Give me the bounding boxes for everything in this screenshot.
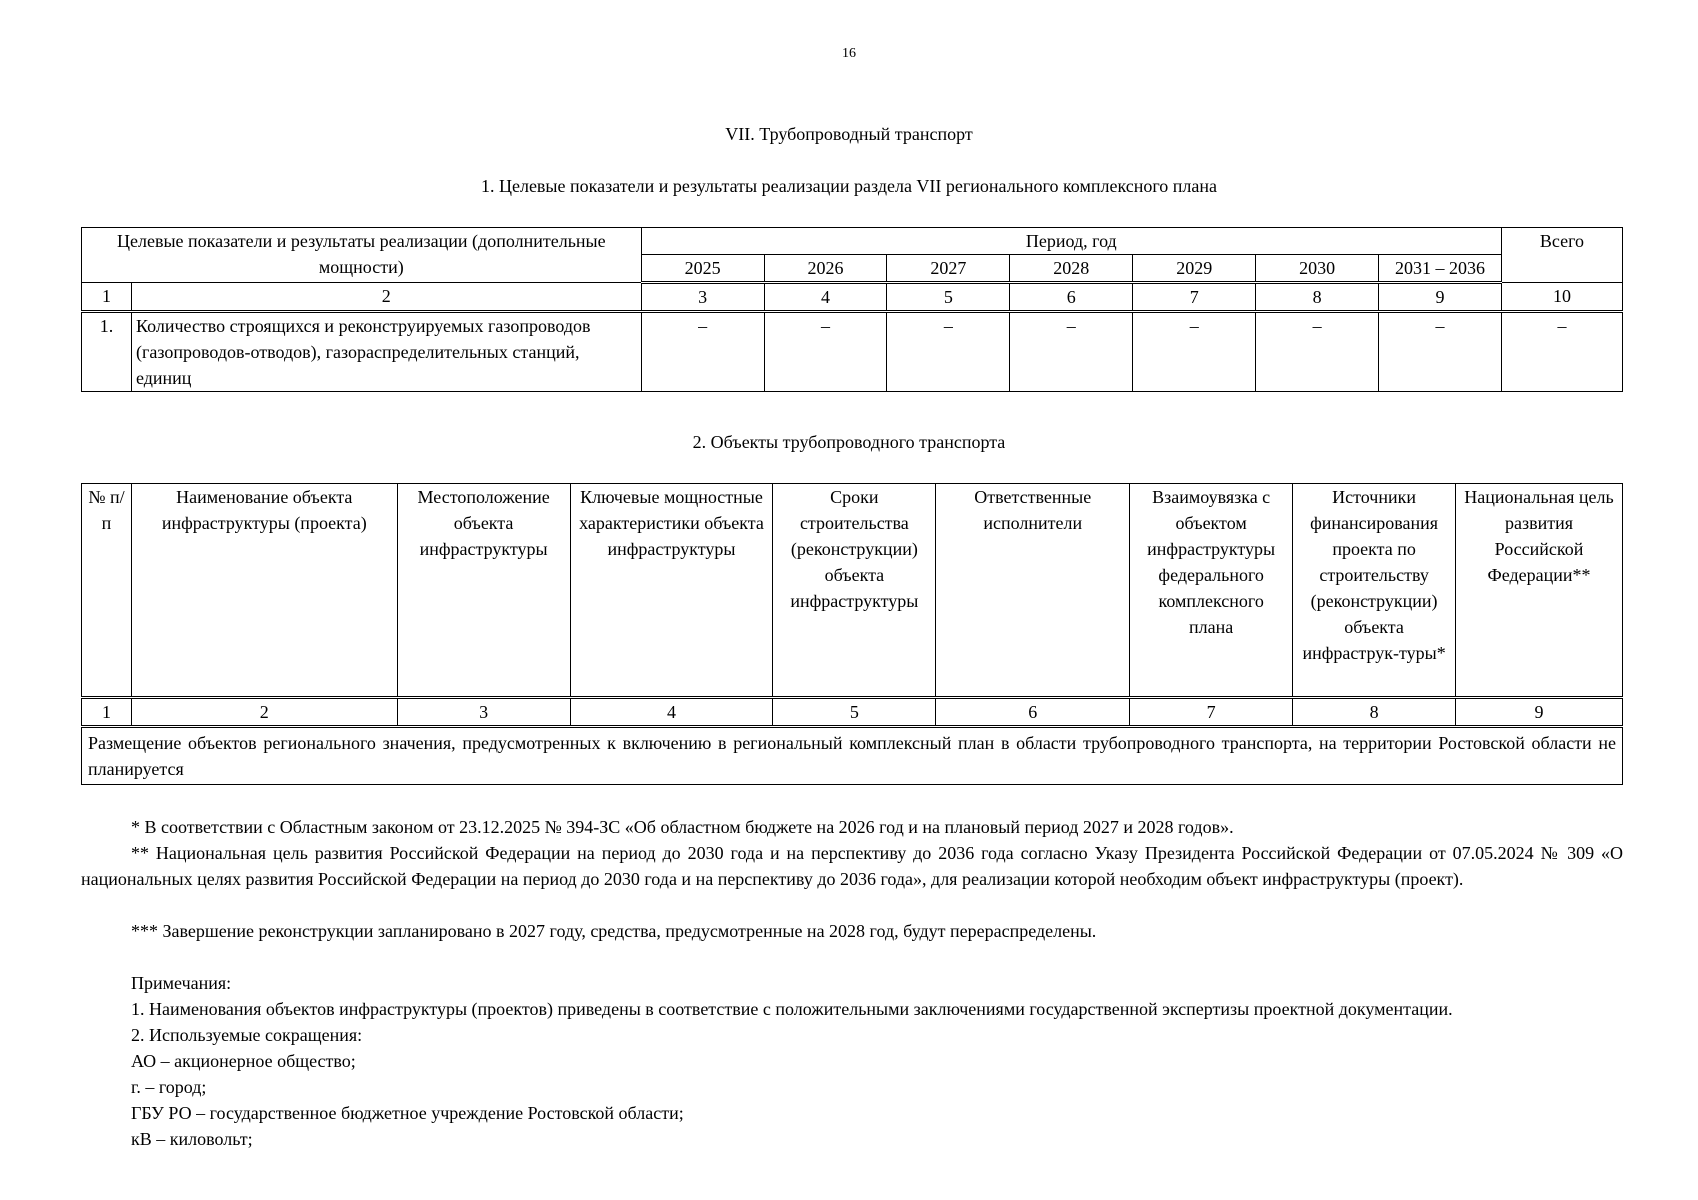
footnote-1: * В соответствии с Областным законом от 23.12.2025 № 394-ЗС «Об областном бюджете на 2026 год и на плановый период 2027 и 2028 годов». — [131, 817, 1234, 837]
footnote-2: ** Национальная цель развития Российской Федерации на период до 2030 года и на перспективу до 2036 года согласно Указу Президента Российской Федерации от 07.05.2024 № 309 «О национальных целях развития Российской Федерации на период до 2030 года и на перспективу до 2036 года», для реализации которой необходим объект инфраструктуры (проект). — [81, 843, 1623, 889]
col-number: 6 — [936, 698, 1130, 727]
header-national-goal: Национальная цель развития Российской Федерации** — [1456, 484, 1623, 698]
col-number: 2 — [131, 283, 641, 312]
col-number: 7 — [1130, 698, 1293, 727]
note-item: 2. Используемые сокращения: — [131, 1025, 363, 1045]
note-item: ГБУ РО – государственное бюджетное учреждение Ростовской области; — [131, 1103, 684, 1123]
no-objects-note: Размещение объектов регионального значения, предусмотренных к включению в региональный комплексный план в области трубопроводного транспорта, на территории Ростовской области не планируется — [82, 727, 1623, 785]
row-value: – — [1133, 312, 1256, 392]
header-capacity: Ключевые мощностные характеристики объекта инфраструктуры — [570, 484, 773, 698]
col-number: 9 — [1379, 283, 1502, 312]
table2-title: 2. Объекты трубопроводного транспорта — [692, 432, 1006, 452]
col-number: 5 — [773, 698, 936, 727]
year-cell: 2029 — [1133, 255, 1256, 283]
table2-colnum-row — [82, 698, 1623, 727]
row-value: – — [1379, 312, 1502, 392]
year-cell: 2027 — [887, 255, 1010, 283]
col-number: 3 — [397, 698, 570, 727]
table-row — [82, 727, 1623, 785]
col-number: 9 — [1456, 698, 1623, 727]
header-terms: Сроки строительства (реконструкции) объекта инфраструктуры — [773, 484, 936, 698]
table1-colnum-row — [82, 283, 1623, 312]
col-number: 4 — [570, 698, 773, 727]
note-item: кВ – киловольт; — [131, 1129, 253, 1149]
table1-header-row — [82, 228, 1623, 255]
col-number: 1 — [82, 283, 132, 312]
col-number: 8 — [1293, 698, 1456, 727]
table1-title: 1. Целевые показатели и результаты реализации раздела VII регионального комплексного плана — [480, 176, 1218, 196]
page-number: 16 — [842, 46, 856, 61]
header-object-name: Наименование объекта инфраструктуры (проекта) — [131, 484, 397, 698]
year-cell: 2028 — [1010, 255, 1133, 283]
notes-heading: Примечания: — [131, 973, 232, 993]
objects-table — [81, 483, 1623, 785]
year-cell: 2026 — [764, 255, 887, 283]
col-number: 4 — [764, 283, 887, 312]
header-total: Всего — [1501, 228, 1622, 283]
col-number: 7 — [1133, 283, 1256, 312]
header-funding: Источники финансирования проекта по строительству (реконструкции) объекта инфраструк-туры* — [1293, 484, 1456, 698]
row-value: – — [1501, 312, 1622, 392]
row-value: – — [1256, 312, 1379, 392]
col-number: 5 — [887, 283, 1010, 312]
col-number: 10 — [1501, 283, 1622, 312]
section-title: VII. Трубопроводный транспорт — [725, 124, 973, 144]
header-location: Местоположение объекта инфраструктуры — [397, 484, 570, 698]
col-number: 2 — [131, 698, 397, 727]
col-number: 8 — [1256, 283, 1379, 312]
note-item: г. – город; — [131, 1077, 207, 1097]
row-number: 1. — [82, 312, 132, 392]
col-number: 6 — [1010, 283, 1133, 312]
row-indicator-name: Количество строящихся и реконструируемых газопроводов (газопроводов-отводов), газораспределительных станций, единиц — [131, 312, 641, 392]
header-federal-link: Взаимоувязка с объектом инфраструктуры федерального комплексного плана — [1130, 484, 1293, 698]
footnote-3: *** Завершение реконструкции запланировано в 2027 году, средства, предусмотренные на 2028 год, будут перераспределены. — [131, 921, 1097, 941]
row-value: – — [887, 312, 1010, 392]
header-responsible: Ответственные исполнители — [936, 484, 1130, 698]
targets-table — [81, 227, 1623, 392]
year-cell: 2031 – 2036 — [1379, 255, 1502, 283]
header-period: Период, год — [641, 228, 1501, 255]
year-cell: 2025 — [641, 255, 764, 283]
header-indicator: Целевые показатели и результаты реализации (дополнительные мощности) — [82, 228, 642, 283]
year-cell: 2030 — [1256, 255, 1379, 283]
note-item: 1. Наименования объектов инфраструктуры (проектов) приведены в соответствие с положительными заключениями государственной экспертизы проектной документации. — [131, 999, 1453, 1019]
col-number: 1 — [82, 698, 132, 727]
note-item: АО – акционерное общество; — [131, 1051, 356, 1071]
notes-block — [131, 970, 1453, 1152]
table2-header-row — [82, 484, 1623, 698]
col-number: 3 — [641, 283, 764, 312]
header-number: № п/п — [82, 484, 132, 698]
row-value: – — [764, 312, 887, 392]
table-row — [82, 312, 1623, 392]
row-value: – — [1010, 312, 1133, 392]
row-value: – — [641, 312, 764, 392]
